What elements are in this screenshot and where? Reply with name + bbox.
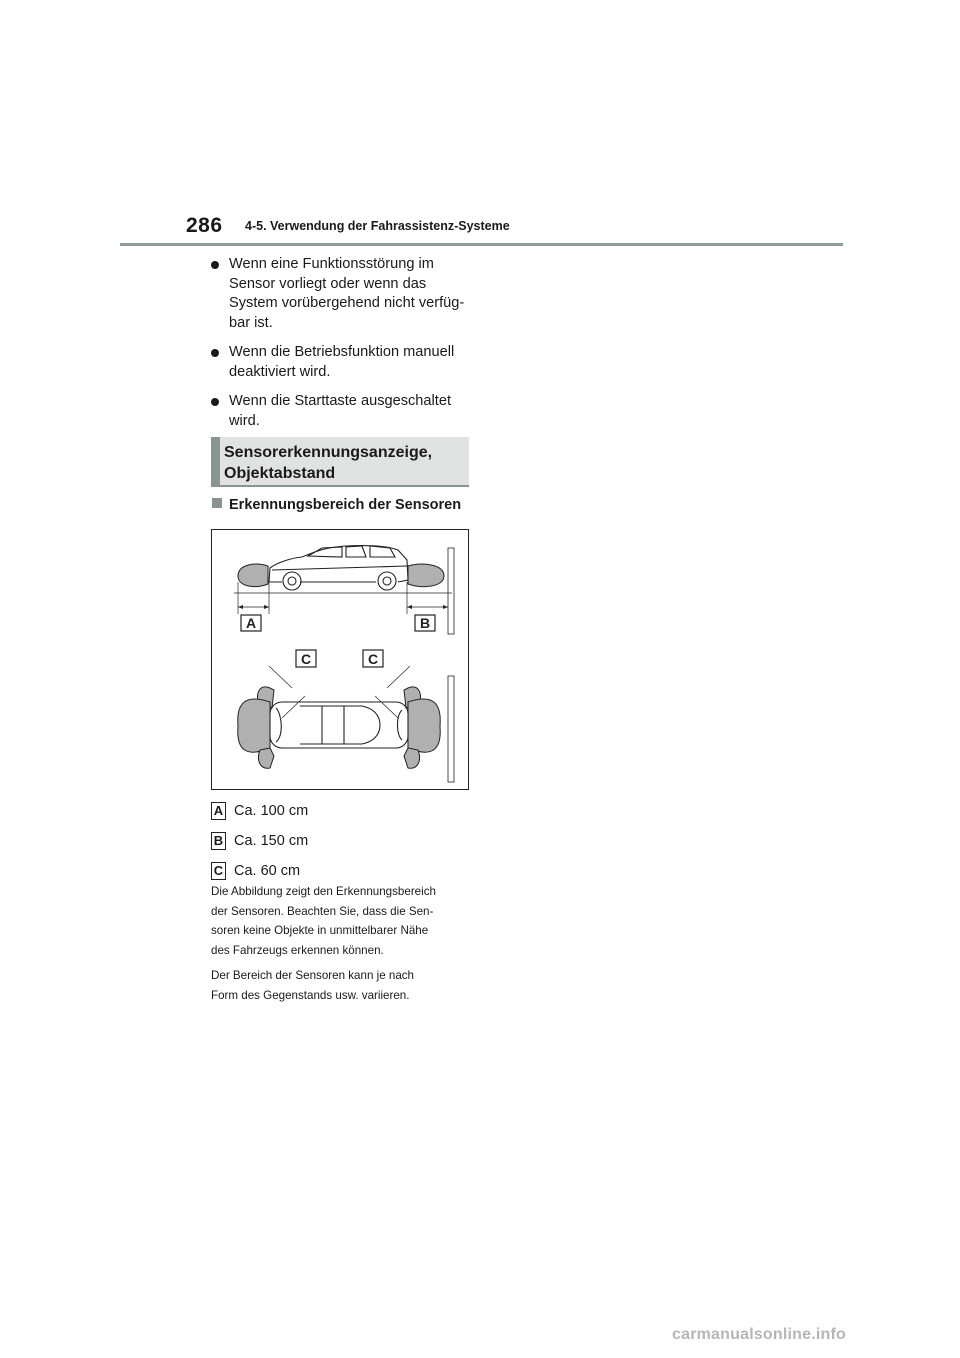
side-view bbox=[234, 546, 454, 634]
legend-badge: C bbox=[211, 862, 226, 880]
sensor-range-figure bbox=[211, 529, 469, 790]
bullet-line: wird. bbox=[229, 412, 260, 429]
label-b: B bbox=[419, 615, 431, 631]
section-title: 4-5. Verwendung der Fahrassistenz-Systeme bbox=[245, 219, 510, 233]
bullet-line: Wenn eine Funktionsstörung im bbox=[229, 256, 434, 272]
rear-center-zone-top bbox=[408, 699, 440, 752]
notes bbox=[211, 882, 471, 1011]
label-c1: C bbox=[300, 651, 312, 667]
bullet-dot bbox=[211, 261, 219, 269]
top-view bbox=[238, 650, 454, 782]
front-side-zone-top bbox=[258, 748, 274, 768]
bullet-line: deaktiviert wird. bbox=[229, 363, 331, 380]
bullet-item bbox=[211, 392, 471, 431]
legend-badge: B bbox=[211, 832, 226, 850]
bullet-item bbox=[211, 255, 471, 333]
header-rule bbox=[120, 243, 843, 246]
note-line: soren keine Objekte in unmittelbarer Nähe bbox=[211, 924, 429, 937]
label-a: A bbox=[245, 615, 257, 631]
label-c2: C bbox=[367, 651, 379, 667]
front-sensor-zone-side bbox=[238, 564, 268, 586]
note-line: Der Bereich der Sensoren kann je nach bbox=[211, 969, 415, 982]
rear-side-zone-top bbox=[404, 748, 420, 768]
car-side-icon bbox=[269, 546, 408, 590]
dim-c-left-1 bbox=[269, 666, 292, 688]
note-paragraph bbox=[211, 966, 471, 1005]
note-line: der Sensoren. Beachten Sie, dass die Sen- bbox=[211, 904, 434, 918]
legend-item bbox=[211, 826, 308, 856]
square-marker-icon bbox=[212, 498, 222, 508]
bullet-line: Wenn die Betriebsfunktion manuell bbox=[229, 344, 455, 360]
dim-c-right-2 bbox=[375, 696, 398, 718]
watermark: carmanualsonline.info bbox=[672, 1326, 847, 1343]
legend-text: Ca. 60 cm bbox=[234, 863, 301, 879]
note-paragraph bbox=[211, 882, 471, 960]
section-heading-box bbox=[211, 437, 469, 487]
dim-c-right-1 bbox=[387, 666, 410, 688]
car-top-icon bbox=[270, 702, 408, 748]
subheading bbox=[212, 497, 461, 513]
subheading-text: Erkennungsbereich der Sensoren bbox=[229, 497, 462, 513]
page-number: 286 bbox=[186, 214, 223, 237]
bullet-line: System vorübergehend nicht verfüg- bbox=[229, 295, 465, 311]
legend-text: Ca. 100 cm bbox=[234, 803, 309, 819]
legend-item bbox=[211, 796, 308, 826]
bullet-line: bar ist. bbox=[229, 314, 273, 331]
legend bbox=[211, 796, 308, 886]
bullet-item bbox=[211, 343, 471, 382]
bullet-line: Sensor vorliegt oder wenn das bbox=[229, 275, 427, 292]
rear-sensor-zone-side bbox=[408, 564, 444, 586]
section-heading-line: Sensorerkennungsanzeige, bbox=[224, 444, 433, 461]
wall bbox=[448, 548, 454, 634]
note-line: des Fahrzeugs erkennen können. bbox=[211, 943, 384, 957]
legend-badge: A bbox=[211, 802, 226, 820]
dim-c-left-2 bbox=[282, 696, 305, 718]
bullet-dot bbox=[211, 398, 219, 406]
bullet-list bbox=[211, 255, 471, 441]
note-line: Form des Gegenstands usw. variieren. bbox=[211, 988, 410, 1002]
note-line: Die Abbildung zeigt den Erkennungsbereich bbox=[211, 885, 436, 898]
section-heading-line: Objektabstand bbox=[224, 465, 336, 482]
front-center-zone-top bbox=[238, 699, 270, 752]
bullet-line: Wenn die Starttaste ausgeschaltet bbox=[229, 393, 452, 409]
wall-top bbox=[448, 676, 454, 782]
legend-text: Ca. 150 cm bbox=[234, 833, 309, 849]
bullet-dot bbox=[211, 349, 219, 357]
